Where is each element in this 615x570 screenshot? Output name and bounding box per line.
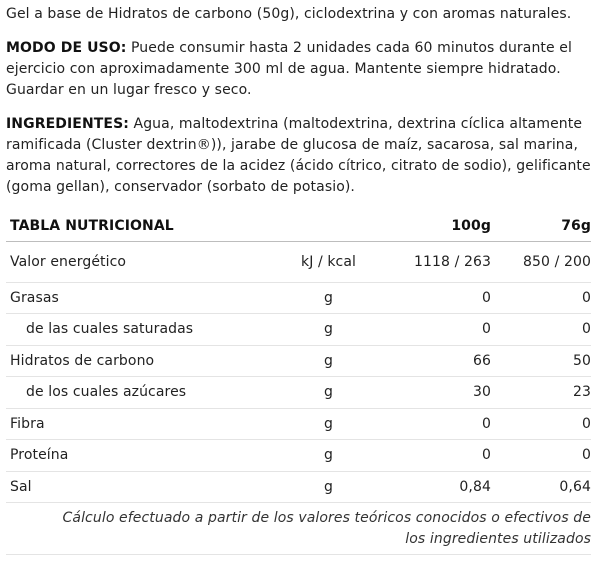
nutrient-value-100g: 0,84 <box>391 471 491 503</box>
nutrient-unit: g <box>266 282 391 314</box>
nutrient-name: Sal <box>6 471 266 503</box>
ingredients-text: Agua, maltodextrina (maltodextrina, dextrina cíclica altamente ramificada (Cluster dextrin®)), jarabe de glucosa de maíz, sacarosa, sal marina, aroma natural, correctores de la acidez (ácido cítrico, citrato de sodio), gelificante (goma gellan), conservador (sorbato de potasio). <box>6 116 591 195</box>
nutrient-unit: kJ / kcal <box>266 241 391 282</box>
usage-section <box>6 38 609 101</box>
nutrition-row <box>6 241 591 282</box>
nutrient-value-100g: 0 <box>391 440 491 472</box>
nutrient-value-100g: 1118 / 263 <box>391 241 491 282</box>
nutrient-value-100g: 0 <box>391 408 491 440</box>
usage-text: Puede consumir hasta 2 unidades cada 60 minutos durante el ejercicio con aproximadamente 300 ml de agua. Mantente siempre hidratado. Guardar en un lugar fresco y seco. <box>6 40 572 98</box>
nutrient-value-100g: 0 <box>391 282 491 314</box>
nutrient-value-76g: 0 <box>491 408 591 440</box>
nutrient-name: Fibra <box>6 408 266 440</box>
per-100g-column-header: 100g <box>391 211 491 241</box>
nutrient-name: de los cuales azúcares <box>6 377 266 409</box>
per-76g-column-header: 76g <box>491 211 591 241</box>
nutrition-table <box>6 211 591 555</box>
nutrient-value-100g: 66 <box>391 345 491 377</box>
nutrient-value-76g: 50 <box>491 345 591 377</box>
nutrient-value-76g: 0 <box>491 440 591 472</box>
nutrient-unit: g <box>266 471 391 503</box>
footnote-row <box>6 503 591 555</box>
nutrient-unit: g <box>266 440 391 472</box>
nutrition-header-row <box>6 211 591 241</box>
nutrient-value-100g: 0 <box>391 314 491 346</box>
nutrition-row <box>6 440 591 472</box>
unit-column-header <box>266 211 391 241</box>
nutrition-row <box>6 377 591 409</box>
ingredients-section <box>6 114 609 198</box>
ingredients-label: INGREDIENTES: <box>6 116 129 132</box>
nutrient-unit: g <box>266 408 391 440</box>
nutrition-table-title: TABLA NUTRICIONAL <box>6 211 266 241</box>
nutrition-row <box>6 345 591 377</box>
nutrient-value-100g: 30 <box>391 377 491 409</box>
nutrient-unit: g <box>266 345 391 377</box>
nutrient-name: Proteína <box>6 440 266 472</box>
nutrition-row <box>6 314 591 346</box>
nutrient-unit: g <box>266 314 391 346</box>
nutrient-value-76g: 850 / 200 <box>491 241 591 282</box>
nutrient-name: Grasas <box>6 282 266 314</box>
nutrient-value-76g: 0,64 <box>491 471 591 503</box>
nutrient-name: Valor energético <box>6 241 266 282</box>
usage-label: MODO DE USO: <box>6 40 127 56</box>
nutrition-row <box>6 282 591 314</box>
nutrition-footnote: Cálculo efectuado a partir de los valores teóricos conocidos o efectivos de los ingredientes utilizados <box>6 503 591 555</box>
nutrition-row <box>6 408 591 440</box>
nutrition-row <box>6 471 591 503</box>
nutrition-table-body <box>6 241 591 503</box>
nutrient-value-76g: 0 <box>491 282 591 314</box>
nutrient-unit: g <box>266 377 391 409</box>
nutrient-name: Hidratos de carbono <box>6 345 266 377</box>
nutrient-value-76g: 23 <box>491 377 591 409</box>
nutrient-value-76g: 0 <box>491 314 591 346</box>
product-description: Gel a base de Hidratos de carbono (50g), ciclodextrina y con aromas naturales. <box>6 6 572 22</box>
nutrient-name: de las cuales saturadas <box>6 314 266 346</box>
